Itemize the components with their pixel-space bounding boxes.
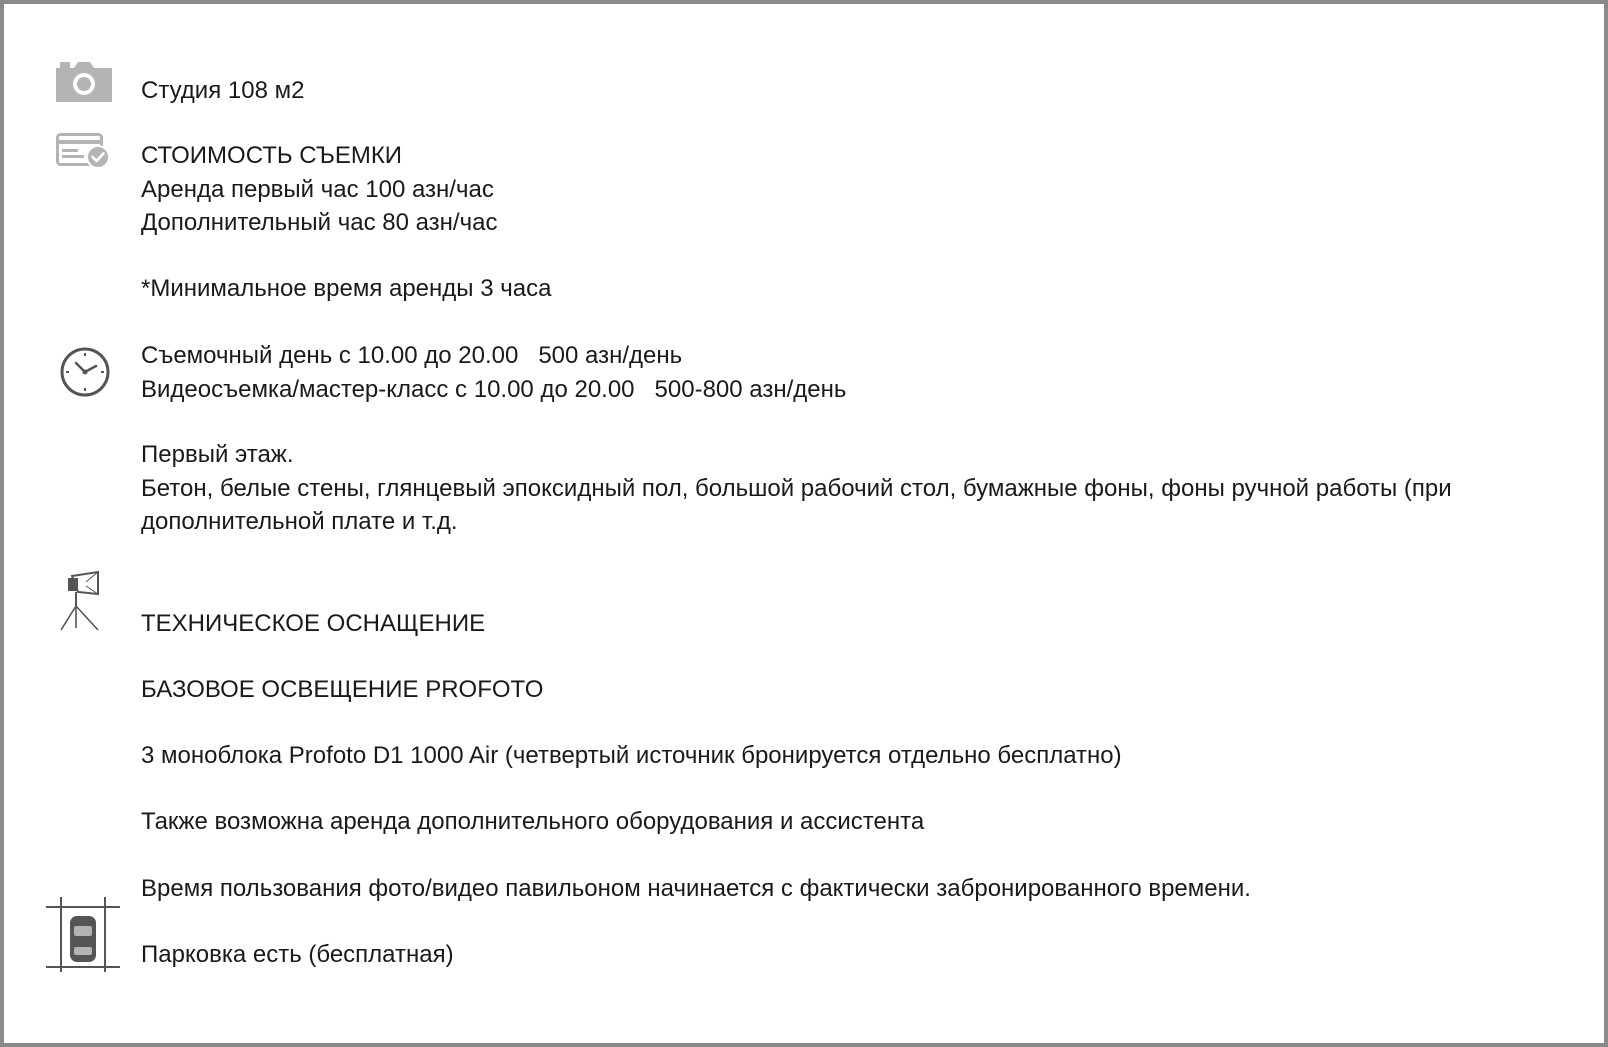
clock-icon bbox=[58, 345, 112, 399]
studio-size: Студия 108 м2 bbox=[141, 77, 305, 104]
price-extra-hour: Дополнительный час 80 азн/час bbox=[141, 209, 498, 236]
monoblocks-info: 3 моноблока Profoto D1 1000 Air (четвертый источник бронируется отдельно бесплатно) bbox=[141, 742, 1122, 769]
price-first-hour: Аренда первый час 100 азн/час bbox=[141, 176, 494, 203]
pricing-heading: СТОИМОСТЬ СЪЕМКИ bbox=[141, 142, 403, 169]
extra-equipment-info: Также возможна аренда дополнительного оборудования и ассистента bbox=[141, 808, 925, 835]
time-usage-note: Время пользования фото/видео павильоном начинается с фактически забронированного времени. bbox=[141, 875, 1251, 902]
equipment-heading: ТЕХНИЧЕСКОЕ ОСНАЩЕНИЕ bbox=[141, 610, 486, 637]
minimum-rental-note: *Минимальное время аренды 3 часа bbox=[141, 275, 552, 302]
video-day-rate: Видеосъемка/мастер-класс с 10.00 до 20.00 500-800 азн/день bbox=[141, 376, 847, 403]
interior-description: Бетон, белые стены, глянцевый эпоксидный пол, большой рабочий стол, бумажные фоны, фоны ручной работы (при дополнительной плате и т.д. bbox=[141, 475, 1452, 535]
payment-card-icon bbox=[56, 133, 110, 169]
parking-info: Парковка есть (бесплатная) bbox=[141, 941, 454, 968]
lighting-heading: БАЗОВОЕ ОСВЕЩЕНИЕ PROFOTO bbox=[141, 676, 544, 703]
camera-icon bbox=[56, 60, 112, 104]
shooting-day-rate: Съемочный день с 10.00 до 20.00 500 азн/день bbox=[141, 342, 683, 369]
studio-light-icon bbox=[58, 570, 102, 632]
floor-info: Первый этаж. bbox=[141, 441, 294, 468]
parking-icon bbox=[46, 892, 120, 972]
